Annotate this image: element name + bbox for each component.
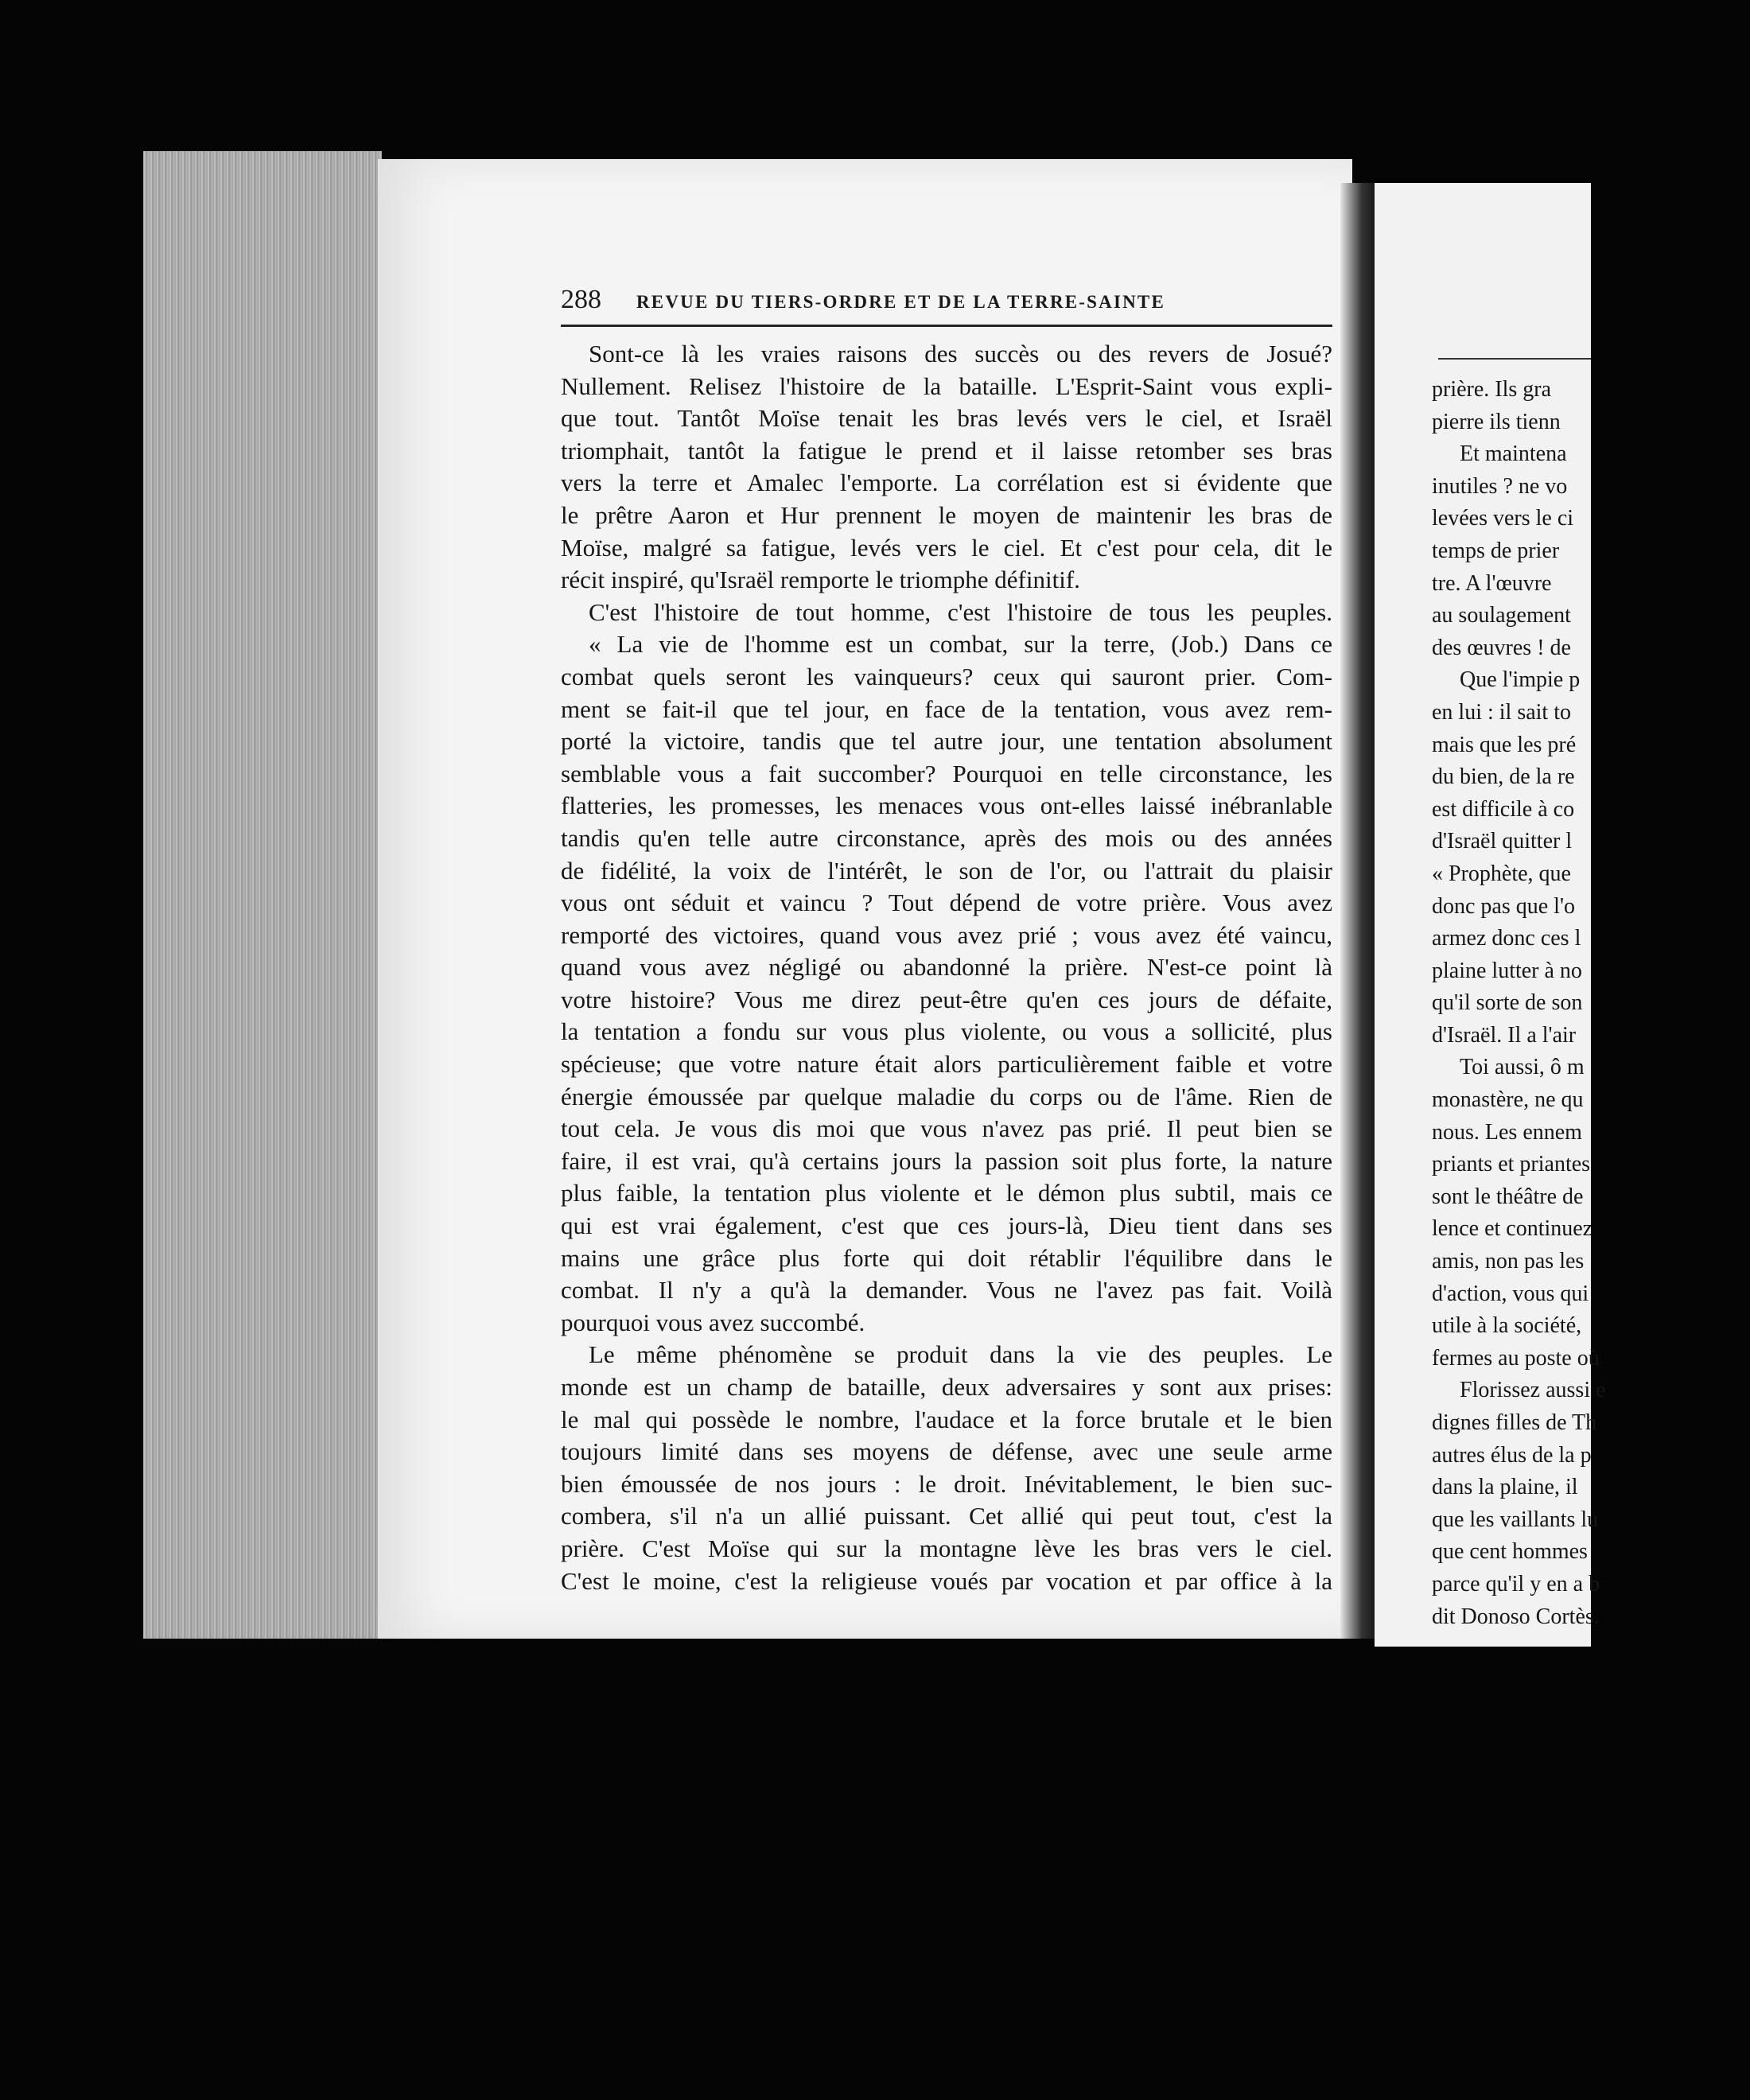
text-line: prière. C'est Moïse qui sur la montagne lève les bras vers le ciel. xyxy=(561,1534,1332,1562)
right-text-line: dit Donoso Cortès. xyxy=(1432,1604,1600,1629)
right-text-line: fermes au poste où xyxy=(1432,1345,1600,1371)
right-text-line: temps de prier xyxy=(1432,538,1560,563)
right-text-line: utile à la société, xyxy=(1432,1313,1582,1339)
running-title: REVUE DU TIERS-ORDRE ET DE LA TERRE-SAINTE xyxy=(636,292,1165,312)
right-text-line: pierre ils tienn xyxy=(1432,409,1561,434)
right-text-line: au soulagement xyxy=(1432,603,1571,628)
text-line: le mal qui possède le nombre, l'audace et la force brutale et le bien xyxy=(561,1405,1332,1433)
text-line: toujours limité dans ses moyens de défense, avec une seule arme xyxy=(561,1437,1332,1466)
text-line: le prêtre Aaron et Hur prennent le moyen de maintenir les bras de xyxy=(561,500,1332,529)
text-line: votre histoire? Vous me direz peut-être qu'en ces jours de défaite, xyxy=(561,985,1332,1013)
text-line: vous ont séduit et vaincu ? Tout dépend de votre prière. Vous avez xyxy=(561,889,1332,917)
right-text-line: sont le théâtre de xyxy=(1432,1184,1584,1209)
right-text-line: dans la plaine, il xyxy=(1432,1475,1578,1500)
text-line: vers la terre et Amalec l'emporte. La corrélation est si évidente que xyxy=(561,469,1332,497)
right-text-line: d'Israël. Il a l'air xyxy=(1432,1022,1577,1048)
left-body-text xyxy=(561,338,1332,1597)
right-text-line: autres élus de la p xyxy=(1432,1442,1592,1468)
text-line: C'est l'histoire de tout homme, c'est l'histoire de tous les peuples. xyxy=(589,597,1332,626)
text-line: Sont-ce là les vraies raisons des succès ou des revers de Josué? xyxy=(589,340,1332,368)
text-line: tout cela. Je vous dis moi que vous n'avez pas prié. Il peut bien se xyxy=(561,1114,1332,1143)
text-line: plus faible, la tentation plus violente et le démon plus subtil, mais ce xyxy=(561,1179,1332,1208)
right-text-line: prière. Ils gra xyxy=(1432,377,1552,402)
right-text-line: « Prophète, que xyxy=(1432,861,1571,886)
right-text-line: nous. Les ennem xyxy=(1432,1119,1582,1145)
text-line: quand vous avez négligé ou abandonné la prière. N'est-ce point là xyxy=(561,953,1332,982)
right-text-line: armez donc ces l xyxy=(1432,926,1581,951)
right-text-line: du bien, de la re xyxy=(1432,764,1575,790)
text-line: combat quels seront les vainqueurs? ceux qui sauront prier. Com- xyxy=(561,662,1332,690)
text-line: pourquoi vous avez succombé. xyxy=(561,1308,865,1336)
right-text-line: Et maintena xyxy=(1460,441,1567,467)
right-text-line: dignes filles de Th xyxy=(1432,1410,1597,1435)
right-text-line: d'Israël quitter l xyxy=(1432,829,1573,854)
right-text-line: Que l'impie p xyxy=(1460,667,1581,693)
page-edges xyxy=(143,151,382,1639)
right-text-line: donc pas que l'o xyxy=(1432,893,1576,919)
text-line: remporté des victoires, quand vous avez prié ; vous avez été vaincu, xyxy=(561,920,1332,949)
right-header-rule xyxy=(1438,358,1591,360)
right-text-line: que les vaillants lu xyxy=(1432,1507,1599,1532)
text-line: que tout. Tantôt Moïse tenait les bras levés vers le ciel, et Israël xyxy=(561,404,1332,433)
text-line: porté la victoire, tandis que tel autre jour, une tentation absolument xyxy=(561,727,1332,756)
right-text-line: priants et priantes xyxy=(1432,1152,1591,1177)
right-text-line: lence et continuez xyxy=(1432,1216,1593,1242)
text-line: combat. Il n'y a qu'à la demander. Vous ne l'avez pas fait. Voilà xyxy=(561,1276,1332,1305)
text-line: combera, s'il n'a un allié puissant. Cet allié qui peut tout, c'est la xyxy=(561,1502,1332,1530)
text-line: énergie émoussée par quelque maladie du corps ou de l'âme. Rien de xyxy=(561,1082,1332,1110)
text-line: tandis qu'en telle autre circonstance, après des mois ou des années xyxy=(561,823,1332,852)
right-text-line: est difficile à co xyxy=(1432,796,1575,822)
right-text-line: en lui : il sait to xyxy=(1432,699,1571,725)
right-text-line: monastère, ne qu xyxy=(1432,1087,1584,1113)
right-text-line: tre. A l'œuvre xyxy=(1432,570,1552,596)
text-line: Nullement. Relisez l'histoire de la bataille. L'Esprit-Saint vous expli- xyxy=(561,371,1332,400)
text-line: de fidélité, la voix de l'intérêt, le son de l'or, ou l'attrait du plaisir xyxy=(561,856,1332,885)
text-line: qui est vrai également, c'est que ces jours-là, Dieu tient dans ses xyxy=(561,1211,1332,1240)
right-body-text xyxy=(1432,374,1750,1633)
text-line: triomphait, tantôt la fatigue le prend et il laisse retomber ses bras xyxy=(561,436,1332,465)
text-line: spécieuse; que votre nature était alors particulièrement faible et votre xyxy=(561,1050,1332,1079)
text-line: bien émoussée de nos jours : le droit. Inévitablement, le bien suc- xyxy=(561,1469,1332,1498)
right-text-line: que cent hommes xyxy=(1432,1539,1588,1565)
right-text-line: d'action, vous qui xyxy=(1432,1281,1589,1306)
text-line: monde est un champ de bataille, deux adversaires y sont aux prises: xyxy=(561,1373,1332,1401)
right-text-line: inutiles ? ne vo xyxy=(1432,473,1568,499)
right-text-line: qu'il sorte de son xyxy=(1432,990,1583,1016)
text-line: Le même phénomène se produit dans la vie des peuples. Le xyxy=(589,1340,1332,1369)
text-line: semblable vous a fait succomber? Pourquoi en telle circonstance, les xyxy=(561,759,1332,788)
text-line: flatteries, les promesses, les menaces vous ont-elles laissé inébranlable xyxy=(561,791,1332,820)
page-number: 288 xyxy=(561,285,601,314)
right-text-line: Florissez aussi e xyxy=(1460,1378,1606,1403)
text-line: ment se fait-il que tel jour, en face de la tentation, vous avez rem- xyxy=(561,694,1332,723)
text-line: mains une grâce plus forte qui doit rétablir l'équilibre dans le xyxy=(561,1243,1332,1272)
right-text-line: des œuvres ! de xyxy=(1432,635,1571,660)
right-text-line: levées vers le ci xyxy=(1432,506,1574,531)
text-line: récit inspiré, qu'Israël remporte le triomphe définitif. xyxy=(561,566,1080,594)
right-text-line: parce qu'il y en a b xyxy=(1432,1571,1600,1596)
right-text-line: Toi aussi, ô m xyxy=(1460,1055,1585,1080)
text-line: « La vie de l'homme est un combat, sur la terre, (Job.) Dans ce xyxy=(589,630,1332,659)
right-text-line: plaine lutter à no xyxy=(1432,958,1582,983)
text-line: Moïse, malgré sa fatigue, levés vers le ciel. Et c'est pour cela, dit le xyxy=(561,533,1332,562)
header-rule xyxy=(561,325,1332,327)
page-header xyxy=(561,285,1332,315)
right-text-line: amis, non pas les xyxy=(1432,1249,1585,1274)
text-line: la tentation a fondu sur vous plus violente, ou vous a sollicité, plus xyxy=(561,1017,1332,1046)
right-text-line: mais que les pré xyxy=(1432,732,1577,757)
text-line: faire, il est vrai, qu'à certains jours la passion soit plus forte, la nature xyxy=(561,1146,1332,1175)
text-line: C'est le moine, c'est la religieuse voués par vocation et par office à la xyxy=(561,1566,1332,1595)
